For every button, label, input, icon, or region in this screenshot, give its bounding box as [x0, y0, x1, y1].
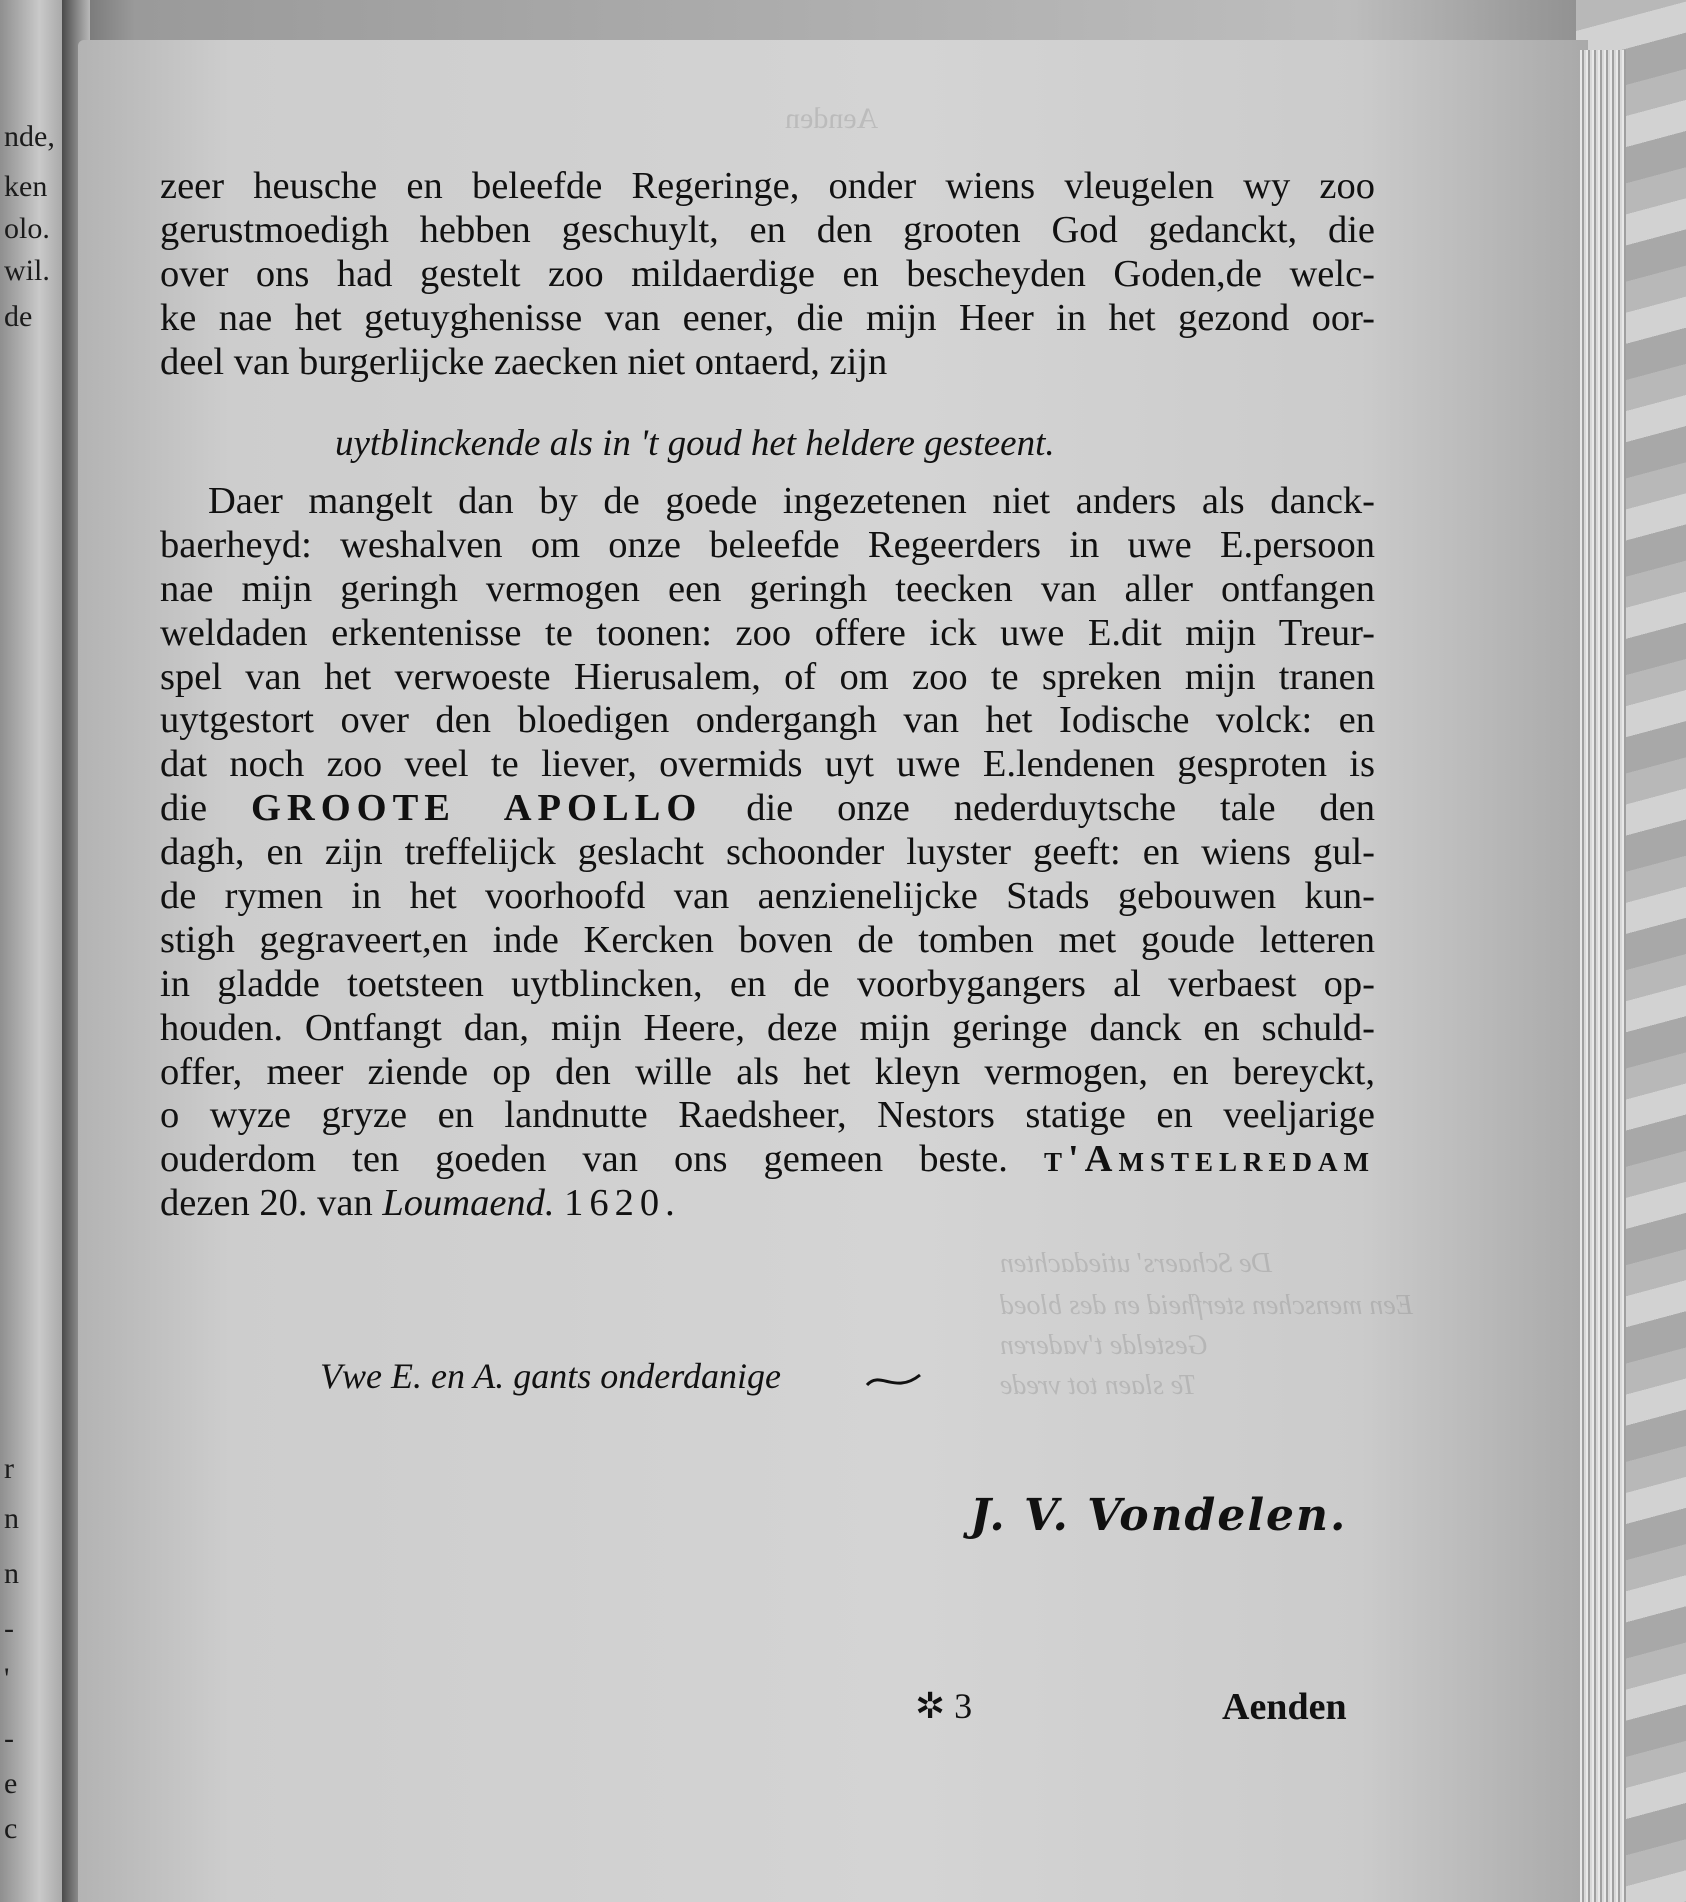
text-line: stigh gegraveert,en inde Kercken boven de tomben met goude letteren — [160, 918, 1375, 961]
signature-mark: ✲ 3 — [915, 1686, 973, 1726]
flourish-icon — [865, 1365, 925, 1395]
left-fragment: ' — [4, 1662, 10, 1695]
text-line: uytgestort over den bloedigen ondergangh van het Iodische volck: en — [160, 699, 1375, 742]
place-line — [160, 1138, 1375, 1182]
apollo-suffix: die onze nederduytsche tale den — [746, 787, 1376, 830]
bleed-through-line: Een menschen sterfheid en des bloed — [1000, 1290, 1413, 1321]
text-line: deel van burgerlijcke zaecken niet ontaerd, zijn — [160, 340, 888, 383]
text-line: ke nae het getuyghenisse van eener, die mijn Heer in het gezond oor- — [160, 296, 1375, 339]
paragraph-body — [160, 480, 1375, 1226]
paragraph-opening — [160, 165, 1375, 384]
left-fragment: n — [4, 1557, 19, 1590]
bleed-through-header: Aenden — [785, 102, 879, 135]
text-line: spel van het verwoeste Hierusalem, of om zoo te spreken mijn tranen — [160, 655, 1375, 698]
left-fragment: nde, — [4, 120, 55, 153]
page-edges — [1580, 50, 1626, 1902]
text-line: gerustmoedigh hebben geschuylt, en den grooten God gedanckt, die — [160, 208, 1375, 251]
text-line: over ons had gestelt zoo mildaerdige en bescheyden Goden,de welc- — [160, 252, 1375, 295]
text-line: zeer heusche en beleefde Regeringe, onder wiens vleugelen wy zoo — [160, 165, 1375, 207]
final-line-text: ouderdom ten goeden van ons gemeen beste. — [160, 1138, 1008, 1181]
text-line: nae mijn geringh vermogen een geringh teecken van aller ontfangen — [160, 567, 1375, 610]
left-fragment: de — [4, 300, 33, 333]
left-fragment: n — [4, 1502, 19, 1535]
apollo-line — [160, 787, 1375, 831]
text-line: de rymen in het voorhoofd van aenzienelijcke Stads gebouwen kun- — [160, 875, 1375, 918]
text-line: in gladde toetsteen uytblincken, en de voorbygangers al verbaest op- — [160, 962, 1375, 1005]
bleed-through-line: Te slaen tot vrede — [1000, 1370, 1197, 1401]
left-fragment: wil. — [4, 254, 50, 287]
apollo-name: GROOTE APOLLO — [250, 787, 703, 830]
text-line: Daer mangelt dan by de goede ingezetenen niet anders als danck- — [208, 480, 1375, 522]
author-signature: J. V. Vondelen. — [970, 1490, 1348, 1541]
closing-salutation: Vwe E. en A. gants onderdanige — [320, 1356, 781, 1396]
left-fragment: c — [4, 1812, 18, 1845]
text-line: dat noch zoo veel te liever, overmids uyt uwe E.lendenen gesproten is — [160, 743, 1375, 786]
left-fragment: ken — [4, 170, 48, 203]
place-name: t'Amstelredam — [1043, 1138, 1375, 1181]
year: 1620. — [564, 1182, 681, 1225]
left-fragment: e — [4, 1767, 18, 1800]
left-fragment: - — [4, 1722, 14, 1755]
apollo-prefix: die — [160, 787, 208, 830]
left-fragment: olo. — [4, 212, 50, 245]
text-line: baerheyd: weshalven om onze beleefde Regeerders in uwe E.persoon — [160, 523, 1375, 566]
left-fragment: r — [4, 1452, 14, 1485]
text-line: offer, meer ziende op den wille als het kleyn vermogen, en bereyckt, — [160, 1050, 1375, 1093]
text-line: houden. Ontfangt dan, mijn Heere, deze mijn geringe danck en schuld- — [160, 1006, 1375, 1049]
date-prefix: dezen 20. van — [160, 1182, 373, 1225]
date-line — [160, 1182, 1375, 1226]
text-line: weldaden erkentenisse te toonen: zoo offere ick uwe E.dit mijn Treur- — [160, 611, 1375, 654]
bleed-through-line: Gestelde t'vaderen — [1000, 1330, 1208, 1361]
quotation-line: uytblinckende als in 't goud het heldere gesteent. — [335, 423, 1055, 464]
text-line: o wyze gryze en landnutte Raedsheer, Nestors statige en veeljarige — [160, 1094, 1375, 1137]
left-fragment: - — [4, 1612, 14, 1645]
catchword: Aenden — [1222, 1686, 1347, 1728]
text-line: dagh, en zijn treffelijck geslacht schoonder luyster geeft: en wiens gul- — [160, 831, 1375, 874]
bleed-through-line: De Schaers' utiedachten — [1000, 1248, 1272, 1279]
month-name: Loumaend. — [382, 1182, 555, 1225]
